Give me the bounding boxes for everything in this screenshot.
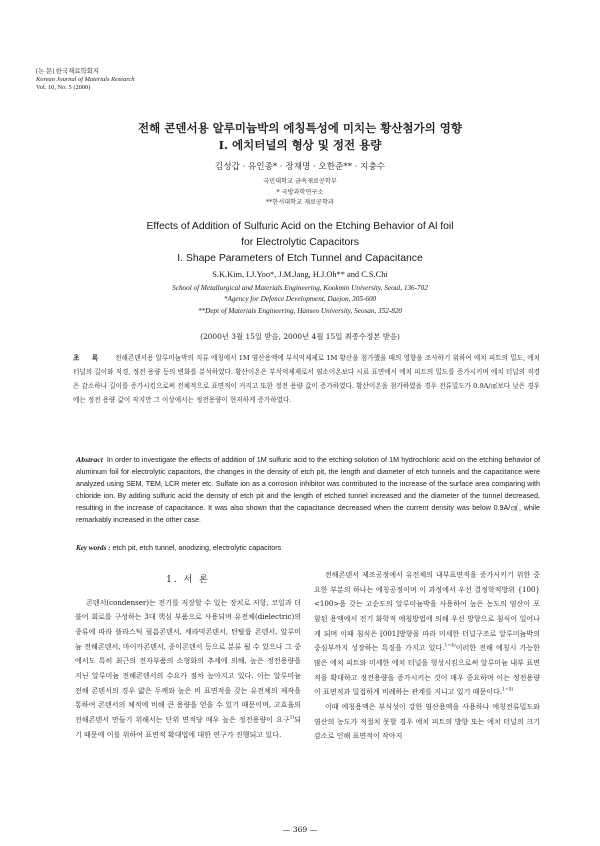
- intro-paragraph-2-tail: 이러한 전해 에칭시 가능한 많은 에치 피트와 미세한 에치 터널을 형성시킴으로써 알루미늄 내부 표면적을 확대하고 정전용량을 증가시키는 것이 매우 중요하며 이는 정전용량이 표면적과 밀접하게 비례하는 관계를 지니고 있기 때문이다.: [314, 643, 540, 697]
- keywords: [76, 544, 281, 552]
- english-authors: S.K.Kim, I.J.Yoo*, J.M.Jang, H.J.Oh** and C.S.Chi: [212, 270, 388, 279]
- journal-english-name: Korean Journal of Materials Research: [36, 76, 135, 84]
- right-column: [314, 568, 540, 744]
- korean-abstract-text: 전해콘덴서용 알루미늄박의 직류 에칭에서 1M 염산용액에 부식억제제로 1M 황산을 첨가했을 때의 영향을 조사하기 위하여 에치 피트의 밀도, 에치 터널의 길이와 직경, 정전 용량 등의 변화를 분석하였다. 황산이온은 부식억제제로서 염소이온보다 시료 표면에서 에치 피트의 밀도를 증가시키며 에치 터널의 직경은 감소하나 길이를 증가시킴으로써 전체적으로 표면적이 커지고 또한 정전 용량 값이 증가하였다. 황산이온을 첨가하였을 경우 전류밀도가 0.9A/㎠보다 낮은 경우에는 정전 용량 값이 작지만 그 이상에서는 정전용량이 현저하게 증가하였다.: [73, 354, 540, 404]
- korean-affiliation-1: 국민대학교 금속재료공학부: [263, 178, 337, 185]
- citation-3: 1~5): [502, 687, 514, 693]
- intro-paragraph-3: 이때 에칭용액은 부식성이 강한 염산용액을 사용하나 에칭전류밀도와 염산의 농도가 적절치 못할 경우 에치 피트의 방향 또는 에치 터널의 크기 감소로 인해 표면적이 작아지: [314, 701, 540, 741]
- english-title-line2: for Electrolytic Capacitors: [241, 237, 359, 248]
- korean-title-line1: 전해 콘덴서용 알루미늄박의 에칭특성에 미치는 황산첨가의 영향: [138, 121, 462, 135]
- korean-affiliation-2: * 국방과학연구소: [276, 188, 324, 196]
- section-heading: 1. 서 론: [166, 575, 210, 585]
- journal-volume: Vol. 10, No. 5 (2000): [36, 84, 91, 92]
- citation-2: 1~4): [444, 643, 456, 649]
- journal-header: [36, 68, 135, 93]
- english-abstract-label: Abstract: [76, 455, 103, 464]
- left-column: [75, 568, 301, 742]
- intro-paragraph-1-text: 콘덴서(condenser)는 전기를 저장할 수 있는 장치로 저항, 코일과 더불어 회로를 구성하는 3대 핵심 부품으로 사용되며 유전체(dielectric)의 종류에 따라 플라스틱 필름콘덴서, 세라믹콘덴서, 탄탈륨 콘덴서, 알루미늄 전해콘덴서, 마이카콘덴서, 종이콘덴서 등으로 분류 될 수 있으나 그 중에서도 특히 최근의 전자부품의 소형화의 추세에 의해, 높은 정전용량을 지닌 알루미늄 전해콘덴서의 수요가 점차 높아지고 있다. 이는 알루미늄 전해 콘덴서의 경우 얇은 두께와 높은 비 표면적을 갖는 유전체의 제작을 통하여 콘덴서의 체적에 비해 큰 용량을 얻을 수 있기 때문이며, 고효율의 전해콘덴서 만들기 위해서는 단위 면적당 매우 높은 정전용량이 요구: [75, 597, 301, 724]
- korean-title: [0, 120, 600, 154]
- korean-abstract-label: 초 록: [73, 354, 104, 362]
- english-title-line1: Effects of Addition of Sulfuric Acid on the Etching Behavior of Al foil: [146, 221, 454, 232]
- english-title: [0, 219, 600, 267]
- korean-affiliations: [0, 177, 600, 209]
- english-abstract: [76, 454, 540, 527]
- korean-title-line2: I. 에치터널의 형상 및 정전 용량: [218, 138, 382, 152]
- english-affiliations: [0, 283, 600, 317]
- english-abstract-text: In order to investigate the effects of addition of 1M sulfuric acid to the etching solution of 1M hydrochloric acid on the etching behavior of aluminum foil for electrolytic capacitors, the changes in the density of etch pit, the length and diameter of etch tunnels and the capacitance were analyzed using SEM, TEM, LCR meter etc. Sulfate ion as a corrosion inhibitor was contributed to the increase of the surface area comparing with chloride ion. By adding sulfuric acid the density of etch pit and the length of etched tunnel increased and the diameter of the tunnel decreased, resulting in the increase of capacitance. It was also shown that the capacitance decreased when the current density was below 0.9A/㎠, while remarkably increased in the other case.: [76, 456, 540, 525]
- intro-paragraph-1: [75, 596, 301, 743]
- english-affiliation-2: *Agency for Defence Development, Daejon, 305-600: [223, 295, 377, 304]
- korean-abstract: [73, 351, 540, 407]
- korean-affiliation-3: **한서대학교 재료공학과: [266, 199, 334, 207]
- intro-paragraph-2: [314, 568, 540, 700]
- page-number: — 369 —: [282, 825, 318, 834]
- english-affiliation-3: **Dept of Materials Engineering, Hanseo University, Seosan, 352-820: [197, 306, 403, 315]
- english-affiliation-1: School of Metallurgical and Materials Engineering, Kookmin University, Seoul, 136-702: [172, 284, 428, 292]
- english-title-line3: I. Shape Parameters of Etch Tunnel and Capacitance: [177, 253, 423, 264]
- korean-authors: 김성갑 · 유인종* · 장재명 · 오한준** · 지충수: [214, 162, 386, 172]
- intro-paragraph-1-tail: 되기 때문에 이를 위하여 표면적 확대법에 대한 연구가 진행되고 있다.: [75, 714, 301, 739]
- keywords-label: Key words :: [76, 544, 111, 552]
- intro-paragraph-2-text: 전해콘덴서 제조공정에서 유전체의 내부표면적을 증가시키기 위한 중요한 부분의 하나는 에칭공정이며 이 과정에서 우선 결정학적방위 {100}<100>을 갖는 고순도의 알루미늄박을 사용하여 높은 농도의 염산이 포함된 용액에서 전기 화학적 에칭방법에 의해 우선 방향으로 침식이 일어나게 되며 이때 침식은 [001]방향을 따라 미세한 터널구조로 알루미늄박의 중심부까지 성장하는 특징을 가지고 있다.: [314, 570, 540, 653]
- keywords-text: etch pit, etch tunnel, anodizing, electrolytic capacitors: [112, 544, 282, 552]
- citation-1: 1): [289, 715, 295, 721]
- received-date: (2000년 3월 15일 받음, 2000년 4월 15일 최종수정본 받음): [200, 332, 400, 341]
- journal-korean-name: [논 문] 한국재료학회지: [36, 68, 100, 75]
